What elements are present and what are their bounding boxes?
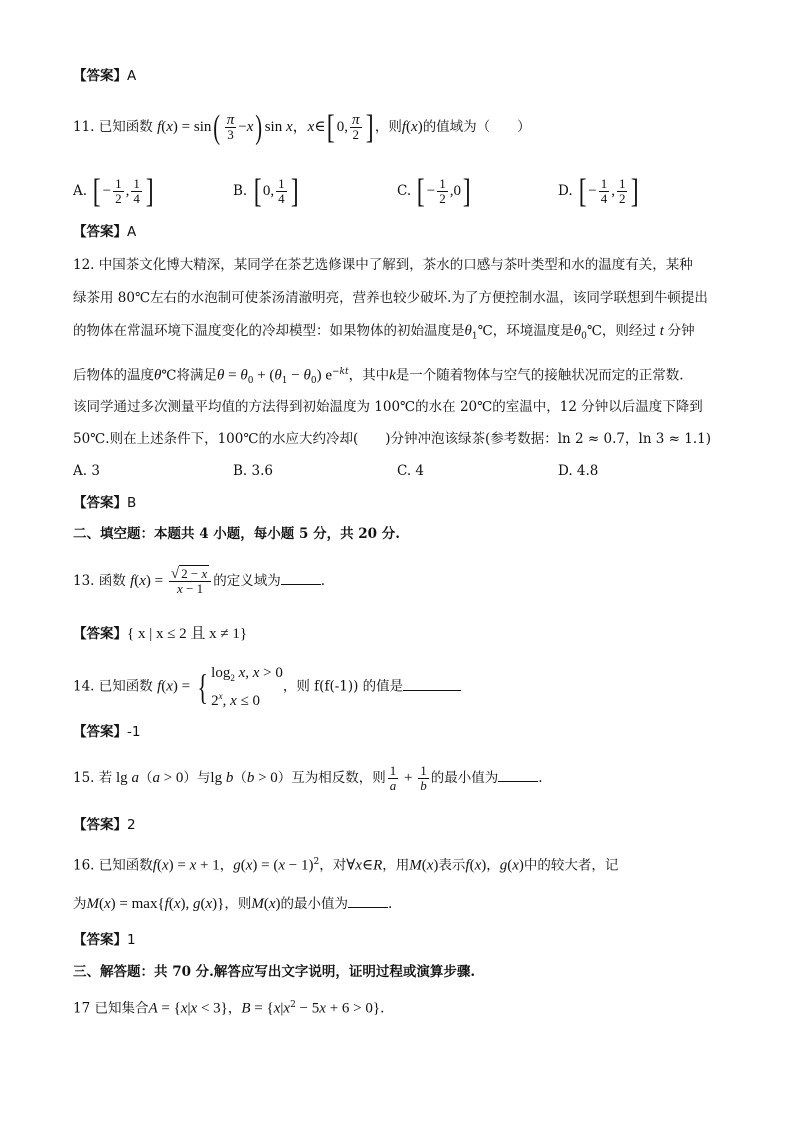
question-15: 15. 若 lg a（a > 0）与lg b（b > 0）互为相反数，则 $\frac{1}{a}$ + $\frac{1}{b}$ 的最小值为 . <box>73 763 543 793</box>
question-17: 17 已知集合A = {x|x < 3}，$B = \{x|x^2 - 5x + 6 > 0\}$. <box>73 1000 385 1017</box>
question-12-line-2: 绿茶用 80℃左右的水泡制可使茶汤清澈明亮，营养也较少破坏.为了方便控制水温，该同学联想到牛顿提出 <box>73 290 708 306</box>
answer-q10 <box>73 66 136 86</box>
question-number: 11. <box>73 119 99 135</box>
answer-q13: 【答案】{ x | x ≤ 2 且 x ≠ 1} <box>73 626 248 642</box>
section-2-heading: 二、填空题：本题共 4 小题，每小题 5 分，共 20 分. <box>73 526 400 542</box>
answer-q12: 【答案】B <box>73 495 137 511</box>
question-text: 的值域为（ ） <box>422 119 531 135</box>
choice-b[interactable]: B. [ 0, $\frac{1}{4}$ ] <box>233 172 299 210</box>
question-13: 13. 函数 f(x) = $\frac{√ 2 - x}{x - 1}$ 的定义域为 . <box>73 566 326 596</box>
answer-label: 【答案】 <box>73 68 127 84</box>
question-text: 已知函数 <box>98 119 153 135</box>
question-16-line-1: 16. 已知函数f(x) = x + 1，$g(x) = (x - 1)^2$，对∀x∈R，用M(x)表示f(x)，g(x)中的较大者，记 <box>73 857 619 874</box>
answer-q15: 【答案】2 <box>73 817 136 833</box>
answer-q16: 【答案】1 <box>73 932 136 948</box>
question-12-line-4: 后物体的温度θ℃将满足$\theta = \theta_0 + (\theta_1 - \theta_0)$ $e^{-kt}$，其中k是一个随着物体与空气的接触状况而定的正常数. <box>73 367 684 387</box>
answer-q11: 【答案】A <box>73 224 137 240</box>
choice-a[interactable]: A. [ − $\frac{1}{2}$ , $\frac{1}{4}$ ] <box>73 172 154 210</box>
choice-d[interactable]: D. 4.8 <box>558 463 599 479</box>
question-text: ，则 <box>374 119 402 135</box>
question-12-line-1: 12. 中国茶文化博大精深，某同学在茶艺选修课中了解到，茶水的口感与茶叶类型和水的温度有关，某种 <box>73 257 693 273</box>
choice-a[interactable]: A. 3 <box>73 463 100 479</box>
question-12-line-6: 50℃.则在上述条件下，100℃的水应大约冷却( )分钟冲泡该绿茶(参考数据：ln 2 ≈ 0.7，ln 3 ≈ 1.1) <box>73 431 712 447</box>
choice-c[interactable]: C. [ − $\frac{1}{2}$ ,0] <box>397 172 471 210</box>
choice-b[interactable]: B. 3.6 <box>233 463 273 479</box>
answer-value: A <box>127 68 137 84</box>
question-12-line-3: 的物体在常温环境下温度变化的冷却模型：如果物体的初始温度是$\theta_1℃$，环境温度是$\theta_0℃$，则经过 t 分钟 <box>73 323 695 342</box>
choice-d[interactable]: D. [ − $\frac{1}{4}$ , $\frac{1}{2}$ ] <box>558 172 640 210</box>
question-16-line-2: 为M(x) = max{f(x), g(x)}，则M(x)的最小值为 . <box>73 893 392 914</box>
choice-c[interactable]: C. 4 <box>397 463 425 479</box>
answer-q14: 【答案】-1 <box>73 724 141 740</box>
question-11: 11. 已知函数 f(x) = sin( $\frac{\pi}{3}$ −x) sin x，x∈[ 0, $\frac{\pi}{2}$ ] ，则f(x)的值域为（ ） <box>73 108 531 146</box>
question-12-line-5: 该同学通过多次测量平均值的方法得到初始温度为 100℃的水在 20℃的室温中，12 分钟以后温度下降到 <box>73 399 703 415</box>
question-14: 14. 已知函数 f(x) = { $\log_2 x$, x > 0 2$^x$, x ≤ 0 ，则 f(f(-1)) 的值是 <box>73 664 461 710</box>
section-3-heading: 三、解答题：共 70 分.解答应写出文字说明，证明过程或演算步骤. <box>73 964 476 980</box>
